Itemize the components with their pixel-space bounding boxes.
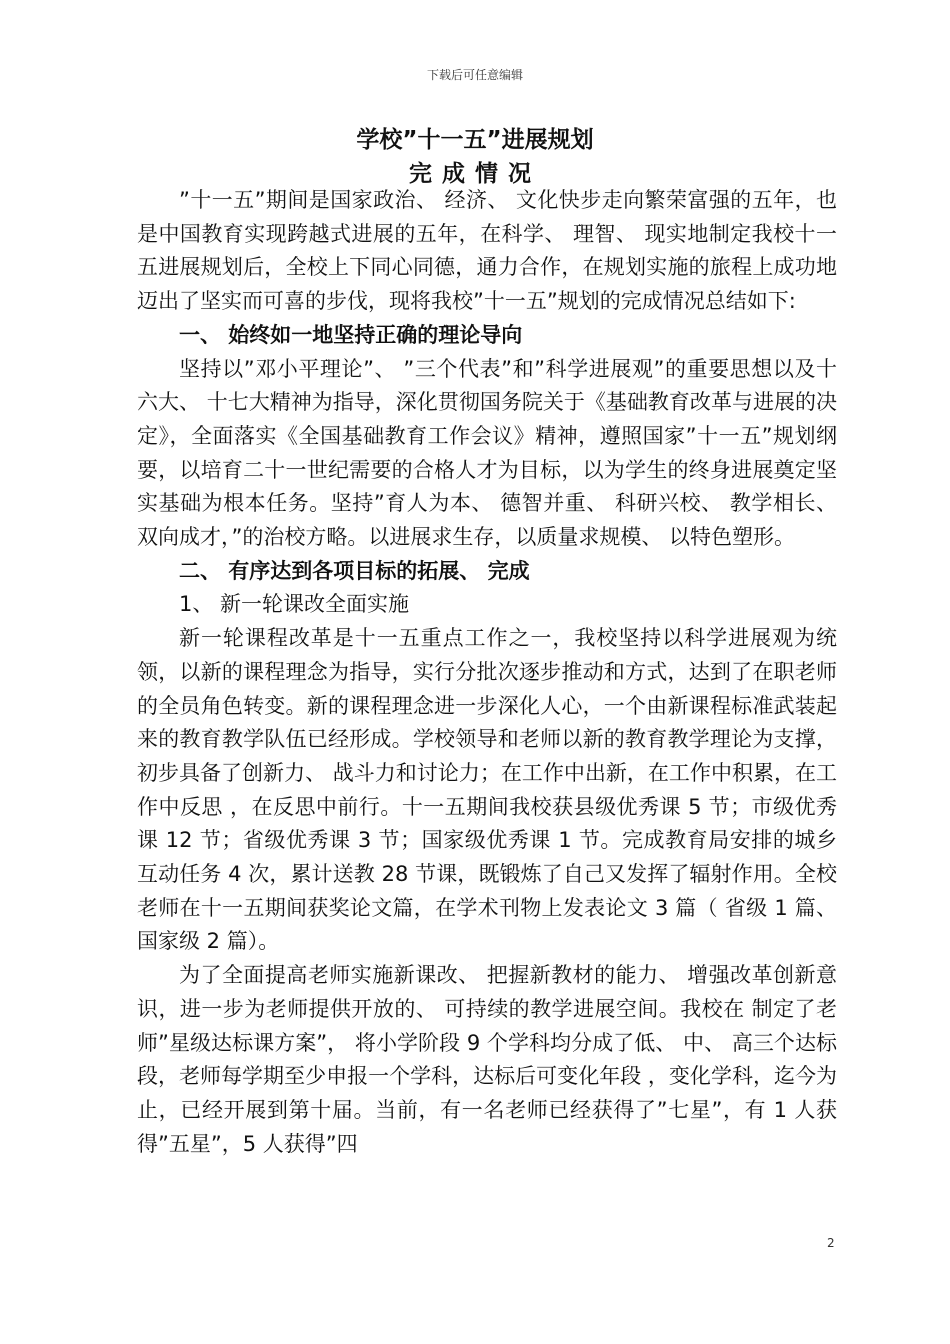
section-1-heading: 一、 始终如一地坚持正确的理论导向 (179, 322, 523, 347)
section-1-paragraph: 坚持以”邓小平理论”、 ”三个代表”和”科学进展观”的重要思想以及十六大、 十七大精神为指导，深化贯彻国务院关于《基础教育改革与进展的决定》，全面落实《全国基础教育工作会议》精神，遵照国家”十一五”规划纲要，以培育二十一世纪需要的合格人才为目标，以为学生的终身进展奠定坚实基础为根本任务。坚持”育人为本、 德智并重、 科研兴校、 教学相长、 双向成才，”的治校方略。以进展求生存，以质量求规模、 以特色塑形。 (137, 356, 837, 550)
document-subtitle: 完成情况 (409, 161, 541, 187)
subsection-1-paragraph-1: 新一轮课程改革是十一五重点工作之一，我校坚持以科学进展观为统领，以新的课程理念为指导，实行分批次逐步推动和方式，达到了在职老师的全员角色转变。新的课程理念进一步深化人心，一个由新课程标准武装起来的教育教学队伍已经形成。学校领导和老师以新的教育教学理论为支撑，初步具备了创新力、 战斗力和讨论力；在工作中出新，在工作中积累，在工作中反思 ，在反思中前行。十一五期间我校获县级优秀课 5 节；市级优秀课 12 节；省级优秀课 3 节；国家级优秀课 1 节。完成教育局安排的城乡互动任务 4 次，累计送教 28 节课，既锻炼了自己又发挥了辐射作用。全校老师在十一五期间获奖论文篇，在学术刊物上发表论文 3 篇（ 省级 1 篇、 国家级 2 篇）。 (137, 626, 837, 954)
subsection-1-paragraph-2: 为了全面提高老师实施新课改、 把握新教材的能力、 增强改革创新意识，进一步为老师提供开放的、 可持续的教学进展空间。我校在 制定了老师”星级达标课方案”， 将小学阶段 9 个学科均分成了低、 中、 高三个达标段，老师每学期至少申报一个学科，达标后可变化年段 ，变化学科，迄今为止，已经开展到第十届。当前，有一名老师已经获得了”七星”，有 1 人获得”五星”，5 人获得”四 (137, 963, 837, 1156)
page-header-note: 下载后可任意编辑 (426, 68, 523, 82)
document-title: 学校”十一五”进展规划 (356, 127, 594, 153)
section-2-heading: 二、 有序达到各项目标的拓展、 完成 (179, 558, 530, 583)
subsection-1-heading: 1、 新一轮课改全面实施 (179, 592, 410, 617)
page-number: 2 (827, 1236, 835, 1250)
intro-paragraph: ”十一五”期间是国家政治、 经济、 文化快步走向繁荣富强的五年，也是中国教育实现跨越式进展的五年，在科学、 理智、 现实地制定我校十一五进展规划后，全校上下同心同德，通力合作，在规划实施的旅程上成功地迈出了坚实而可喜的步伐，现将我校”十一五”规划的完成情况总结如下: (137, 188, 837, 314)
document-body (137, 184, 837, 1161)
